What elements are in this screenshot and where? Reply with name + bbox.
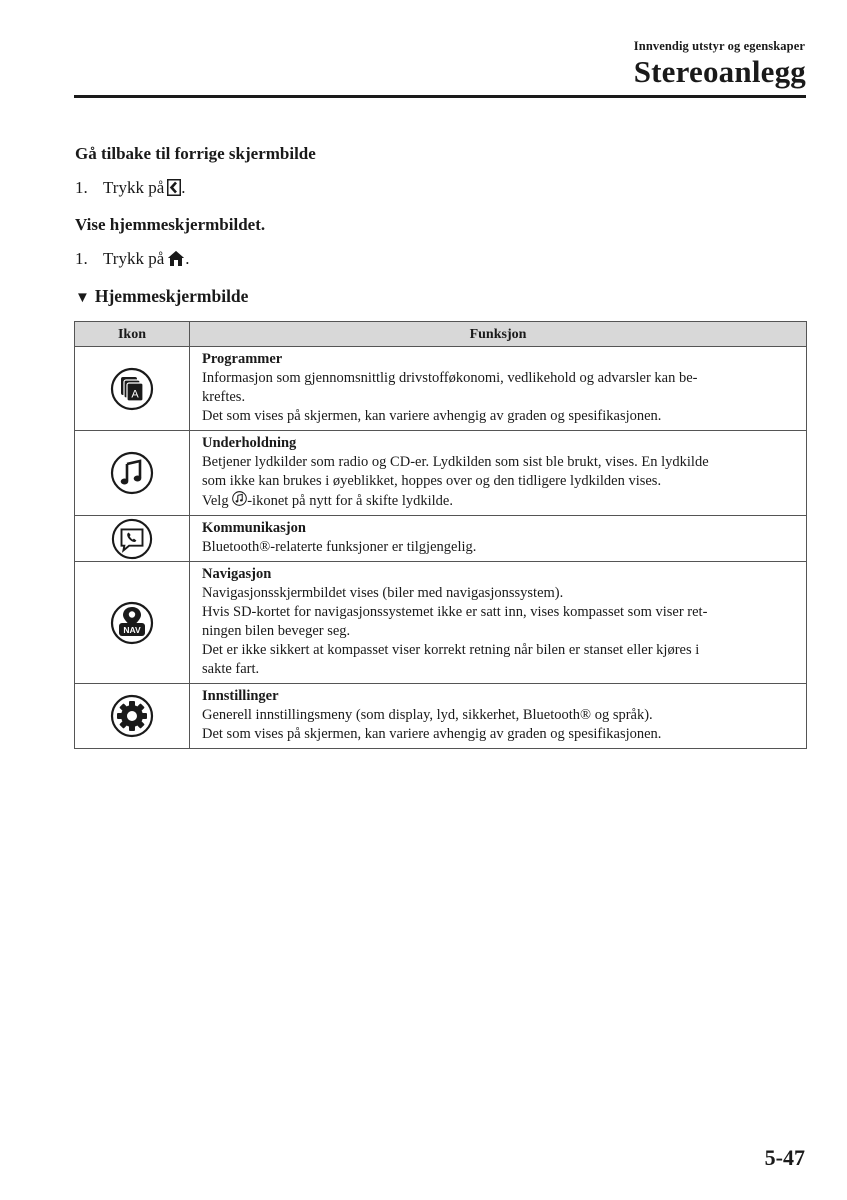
applications-icon [110, 367, 154, 411]
icon-cell [75, 347, 190, 431]
triangle-marker: ▼ [75, 290, 90, 306]
step-end: . [181, 178, 186, 197]
home-screen-heading-text: Hjemmeskjermbilde [94, 286, 249, 306]
icon-cell [75, 562, 190, 684]
column-header-function: Funksjon [190, 322, 807, 347]
home-step [75, 249, 190, 272]
text-suffix: og språk). [591, 707, 653, 723]
function-cell [190, 562, 807, 684]
back-heading: Gå tilbake til forrige skjermbilde [75, 144, 316, 163]
table-row [75, 431, 807, 516]
function-text: Det som vises på skjermen, kan variere avhengig av graden og spesifikasjonen. [202, 408, 662, 424]
text-suffix: -ikonet på nytt for å skifte lydkilde. [247, 493, 453, 509]
function-text [202, 538, 794, 557]
svg-text:A: A [131, 388, 139, 400]
text-prefix: Velg [202, 493, 229, 509]
home-screen-heading [75, 286, 248, 307]
table-row [75, 562, 807, 684]
music-note-small-icon [232, 491, 247, 506]
function-text [202, 706, 794, 725]
function-cell [190, 431, 807, 516]
function-cell [190, 684, 807, 749]
table-row [75, 347, 807, 431]
section-title: Innvendig utstyr og egenskaper [633, 39, 805, 53]
nav-icon-label: NAV [123, 624, 141, 635]
function-text: Informasjon som gjennomsnittlig drivstofføkonomi, vedlikehold og advarsler kan be- [202, 370, 698, 386]
registered-mark: ® [580, 707, 592, 723]
back-step [75, 178, 186, 201]
function-text: Betjener lydkilder som radio og CD-er. Lydkilden som sist ble brukt, vises. En lydkilde [202, 454, 709, 470]
icon-cell [75, 431, 190, 516]
function-text: kreftes. [202, 389, 246, 405]
text-prefix: Generell innstillingsmeny (som display, lyd, sikkerhet, Bluetooth [202, 707, 581, 723]
step-text: Trykk på [103, 249, 165, 268]
column-header-icon: Ikon [75, 322, 190, 347]
step-number: 1. [75, 178, 88, 197]
home-icon [167, 250, 185, 272]
function-cell [190, 516, 807, 562]
function-title: Navigasjon [202, 566, 272, 582]
page-number: 5-47 [764, 1145, 805, 1170]
function-text: Det som vises på skjermen, kan variere avhengig av graden og spesifikasjonen. [202, 726, 662, 742]
navigation-pin-icon [110, 601, 154, 645]
function-text: sakte fart. [202, 661, 260, 677]
function-text: Hvis SD-kortet for navigasjonssystemet ikke er satt inn, vises kompasset som viser ret- [202, 604, 708, 620]
function-text: Det er ikke sikkert at kompasset viser korrekt retning når bilen er stanset eller kjøres i [202, 642, 700, 658]
function-title: Underholdning [202, 435, 297, 451]
function-text: ningen bilen beveger seg. [202, 623, 351, 639]
back-arrow-icon [167, 179, 181, 201]
gear-icon [110, 694, 154, 738]
registered-mark: ® [259, 539, 271, 555]
icon-cell [75, 516, 190, 562]
table-header-row [75, 322, 807, 347]
home-screen-table [74, 321, 807, 749]
function-text-with-icon [202, 491, 794, 511]
page-title: Stereoanlegg [633, 54, 806, 89]
function-cell [190, 347, 807, 431]
function-text: som ikke kan brukes i øyeblikket, hoppes over og den tidligere lydkilden vises. [202, 473, 662, 489]
step-number: 1. [75, 249, 88, 268]
function-title: Programmer [202, 351, 283, 367]
step-end: . [185, 249, 190, 268]
bluetooth-text: Bluetooth [202, 539, 260, 555]
function-title: Kommunikasjon [202, 520, 306, 536]
music-note-icon [110, 451, 154, 495]
text-suffix: -relaterte funksjoner er tilgjengelig. [270, 539, 477, 555]
table-row [75, 684, 807, 749]
header-rule [74, 95, 806, 98]
function-text: Navigasjonsskjermbildet vises (biler med navigasjonssystem). [202, 585, 564, 601]
table-row [75, 516, 807, 562]
phone-bubble-icon [111, 518, 153, 560]
step-text: Trykk på [103, 178, 165, 197]
icon-cell [75, 684, 190, 749]
home-heading: Vise hjemmeskjermbildet. [75, 215, 266, 234]
function-title: Innstillinger [202, 688, 279, 704]
